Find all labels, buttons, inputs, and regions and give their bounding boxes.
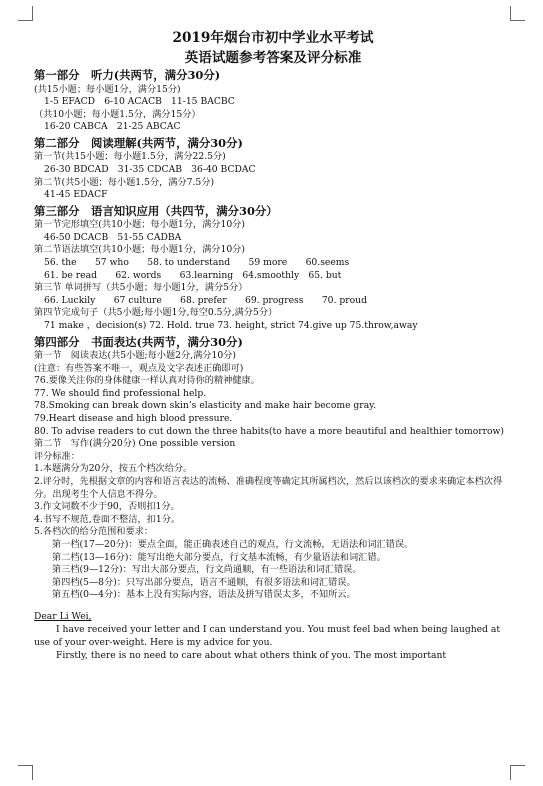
text-line: 第二档(13—16分)：能写出绝大部分要点，行文基本流畅，有少量语法和词汇错。 <box>52 551 386 563</box>
text-line: 第一节 阅读表达(共5小题;每小题2分,满分10分) <box>34 350 236 362</box>
section-heading: 第三部分 语言知识应用（共四节，满分30分） <box>34 203 278 218</box>
section-heading: 第二部分 阅读理解(共两节，满分30分) <box>34 135 243 150</box>
text-line: 1-5 EFACD 6-10 ACACB 11-15 BACBC <box>44 96 235 108</box>
text-line: 第四节完成句子（共5小题;每小题1分,每空0.5分,满分5分） <box>34 307 278 319</box>
text-line: 第三档(9—12分)：写出大部分要点，行文尚通顺，有一些语法和词汇错误。 <box>52 564 362 576</box>
crop-mark-top-right <box>510 6 525 21</box>
text-line: 1.本题满分为20分，按五个档次给分。 <box>34 463 193 475</box>
text-line: 第一节完形填空(共10小题；每小题1分，满分10分) <box>34 219 245 231</box>
text-line: 77. We should find professional help. <box>34 387 207 399</box>
text-line: 26-30 BDCAD 31-35 CDCAB 36-40 BCDAC <box>44 163 256 175</box>
document-subtitle: 英语试题参考答案及评分标准 <box>184 50 362 66</box>
text-line: 4.书写不规范,卷面不整洁，扣1分。 <box>34 513 181 525</box>
text-line: 5.各档次的给分范围和要求： <box>34 526 154 538</box>
letter-paragraph-1: I have received your letter and I can understand you. You must feel bad when being laughed at use of your over-weight. Here is my advice for you. <box>34 623 501 649</box>
crop-mark-bottom-right <box>510 765 525 780</box>
text-line: 41-45 EDACF <box>44 189 108 201</box>
text-line: 46-50 DCACB 51-55 CADBA <box>44 231 182 243</box>
section-heading: 第一部分 听力(共两节，满分30分) <box>34 68 221 82</box>
text-line: 16-20 CABCA 21-25 ABCAC <box>44 121 181 133</box>
letter-paragraph-2: Firstly, there is no need to care about what others think of you. The most important <box>56 650 447 662</box>
text-line: 66. Luckily 67 culture 68. prefer 69. progress 70. proud <box>44 294 367 306</box>
document-title: 2019年烟台市初中学业水平考试 <box>172 30 374 46</box>
text-line: （共10小题；每小题1.5分，满分15分） <box>34 108 201 120</box>
text-line: 第五档(0—4分)：基本上没有实际内容，语法及拼写错误太多，不知所云。 <box>52 589 356 601</box>
text-line: 79.Heart disease and high blood pressure. <box>34 413 233 425</box>
text-line: 第四档(5—8分)：只写出部分要点，语言不通顺，有很多语法和词汇错误。 <box>52 576 356 588</box>
text-line: 3.作文词数不少于90，否则扣1分。 <box>34 501 180 513</box>
answer-key-body <box>34 68 512 602</box>
text-line: 第一节(共15小题；每小题1.5分，满分22.5分) <box>34 151 226 163</box>
text-line: 56. the 57 who 58. to understand 59 more 60.seems <box>44 257 350 269</box>
text-line: 第二节 写作(满分20分) One possible version <box>34 438 236 450</box>
crop-mark-top-left <box>18 6 33 21</box>
section-heading: 第四部分 书面表达(共两节，满分30分) <box>34 334 243 349</box>
text-line: 第二节(共5小题；每小题1.5分，满分7.5分) <box>34 176 215 188</box>
text-line: 61. be read 62. words 63.learning 64.smoothly 65. but <box>44 269 342 281</box>
text-line: (共15小题；每小题1分，满分15分) <box>34 83 181 95</box>
text-line: 80. To advise readers to cut down the three habits(to have a more beautiful and healthier tomorrow) <box>34 425 505 437</box>
text-line: 78.Smoking can break down skin’s elasticity and make hair become gray. <box>34 400 377 412</box>
crop-mark-bottom-left <box>18 765 33 780</box>
letter-greeting: Dear Li Wei, <box>34 610 92 622</box>
text-line: 评分标准： <box>34 450 80 462</box>
text-line: 第三节 单词拼写（共5小题；每小题1分，满分5分） <box>34 282 248 294</box>
text-line: 71 make ，decision(s) 72. Hold. true 73. height, strict 74.give up 75.throw,away <box>44 320 418 331</box>
text-line: 第二节语法填空(共10小题；每小题1分，满分10分) <box>34 244 245 256</box>
text-line: (注意：有些答案不唯一，观点及文字表述正确即可) <box>34 362 244 374</box>
text-line: 76.要像关注你的身体健康一样认真对待你的精神健康。 <box>34 375 260 387</box>
text-line: 2.评分时，先根据文章的内容和语言表达的流畅、准确程度等确定其所属档次，然后以该档次的要求来确定本档次得分。出现考生个人信息不得分。 <box>34 476 503 500</box>
text-line: 第一档(17—20分)：要点全面，能正确表述自己的观点，行文流畅，无语法和词汇错误。 <box>52 539 414 550</box>
document-page <box>34 28 512 663</box>
